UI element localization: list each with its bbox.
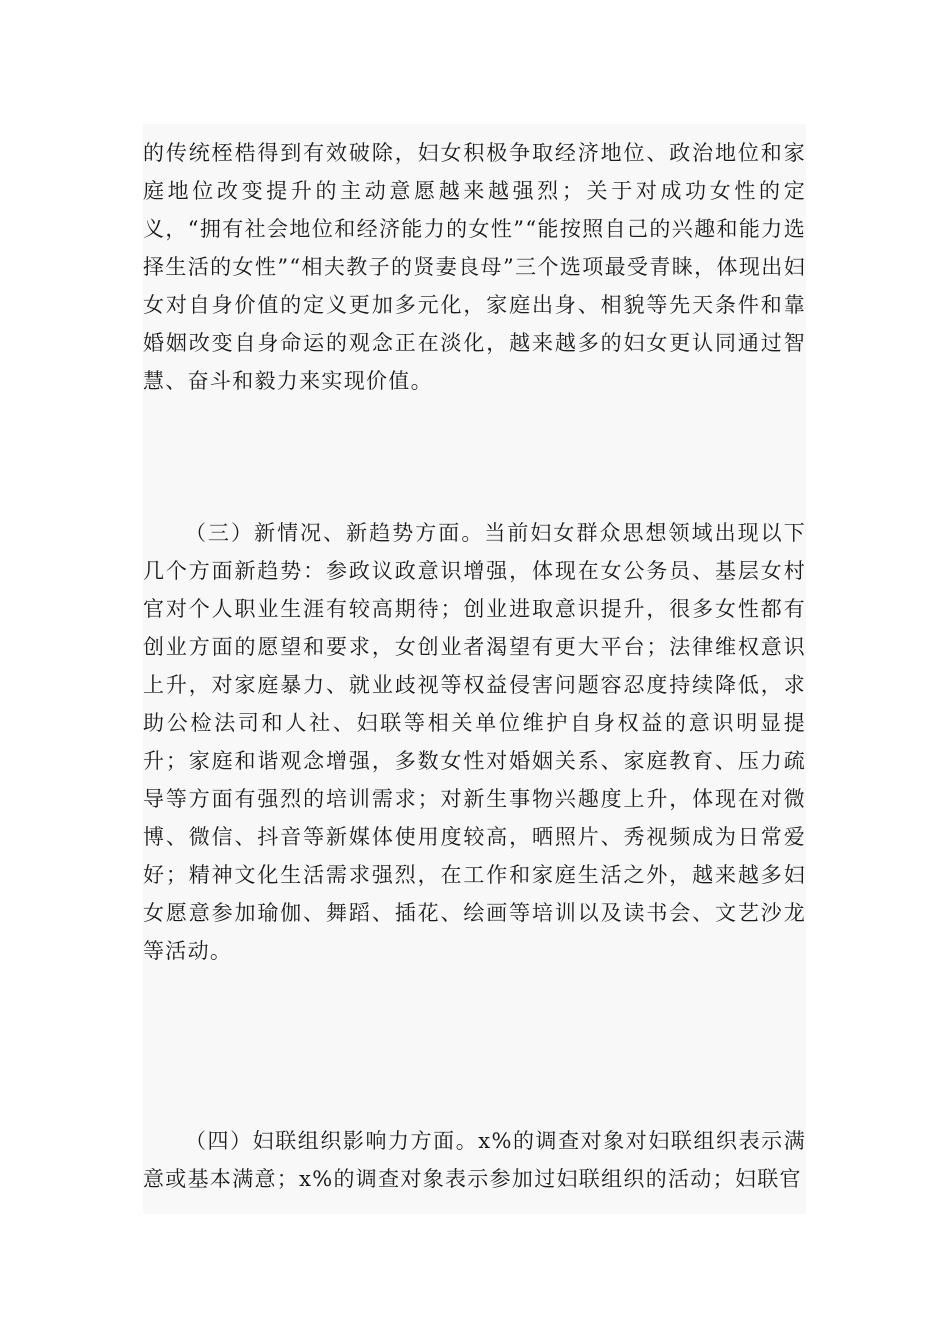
paragraph-continuation: 的传统桎梏得到有效破除，妇女积极争取经济地位、政治地位和家庭地位改变提升的主动意愿越来越强烈；关于对成功女性的定义，“拥有社会地位和经济能力的女性”“能按照自己的兴趣和能力选择生活的女性”“相夫教子的贤妻良母”三个选项最受青睐，体现出妇女对自身价值的定义更加多元化，家庭出身、相貌等先天条件和靠婚姻改变自身命运的观念正在淡化，越来越多的妇女更认同通过智慧、奋斗和毅力来实现价值。 (143, 141, 806, 393)
paragraph-new-trends: （三）新情况、新趋势方面。当前妇女群众思想领域出现以下几个方面新趋势：参政议政意识增强，体现在女公务员、基层女村官对个人职业生涯有较高期待；创业进取意识提升，很多女性都有创业方面的愿望和要求，女创业者渴望有更大平台；法律维权意识上升，对家庭暴力、就业歧视等权益侵害问题容忍度持续降低，求助公检法司和人社、妇联等相关单位维护自身权益的意识明显提升；家庭和谐观念增强，多数女性对婚姻关系、家庭教育、压力疏导等方面有强烈的培训需求；对新生事物兴趣度上升，体现在对微博、微信、抖音等新媒体使用度较高，晒照片、秀视频成为日常爱好；精神文化生活需求强烈，在工作和家庭生活之外，越来越多妇女愿意参加瑜伽、舞蹈、插花、绘画等培训以及读书会、文艺沙龙等活动。 (143, 521, 806, 963)
document-page (143, 124, 806, 1214)
paragraph-womens-federation: （四）妇联组织影响力方面。x%的调查对象对妇联组织表示满意或基本满意；x%的调查对象表示参加过妇联组织的活动；妇联官 (143, 1129, 806, 1191)
